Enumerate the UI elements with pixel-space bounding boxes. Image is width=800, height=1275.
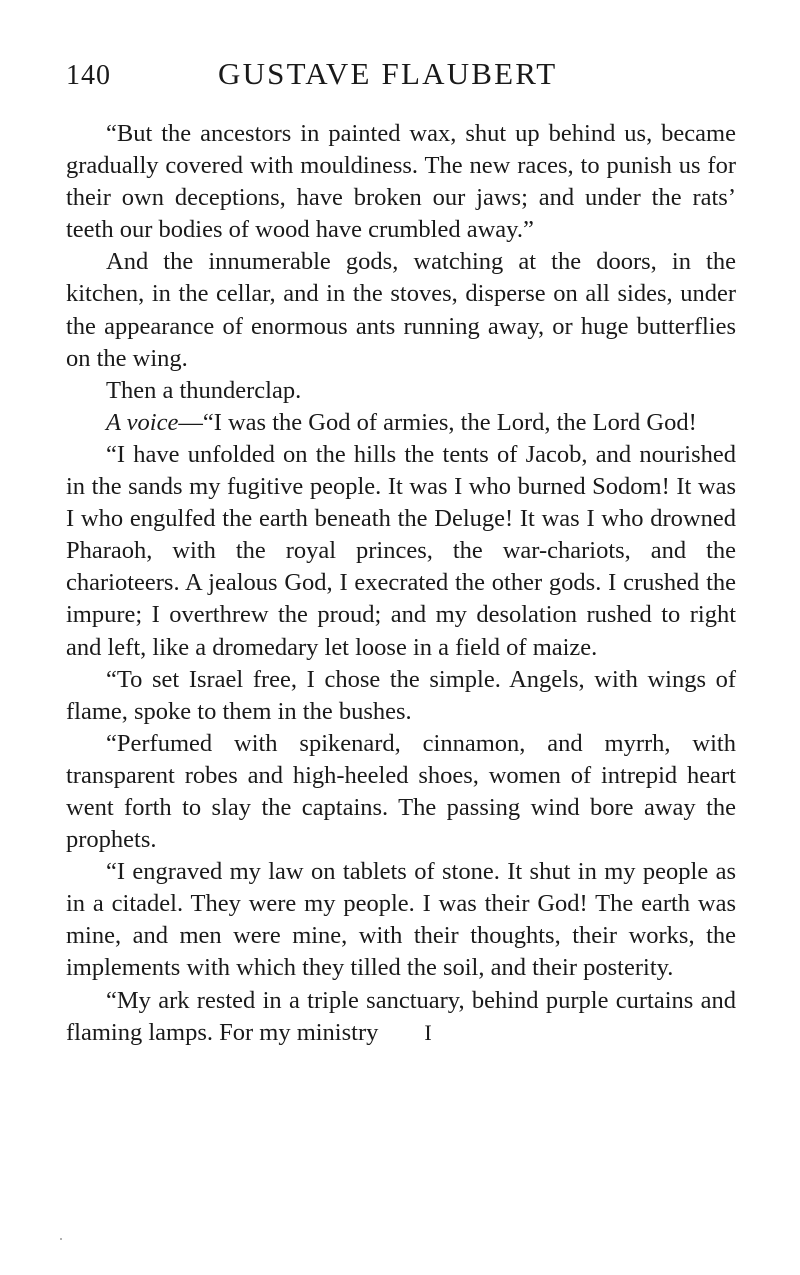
running-head: GUSTAVE FLAUBERT (218, 56, 558, 91)
paragraph-perfumed: “Perfumed with spikenard, cinnamon, and myrrh, with transparent robes and high-heeled shoes, women of intrepid heart went forth to slay the captains. The passing wind bore away the prophets. (66, 729, 736, 854)
voice-text: “I was the God of armies, the Lord, the Lord God! (202, 408, 697, 436)
body-text (66, 118, 736, 1049)
page-header (66, 56, 736, 100)
book-page (66, 56, 736, 1049)
paragraph-voice (66, 407, 736, 439)
paper-speck (60, 1238, 62, 1240)
paragraph-tablets-of-stone: “I engraved my law on tablets of stone. It shut in my people as in a citadel. They were my people. I was their God! The earth was mine, and men were mine, with their thoughts, their works, the implements with which they tilled the soil, and their posterity. (66, 858, 736, 982)
paragraph-israel-free: “To set Israel free, I chose the simple. Angels, with wings of flame, spoke to them in the bushes. (66, 665, 736, 725)
ark-text: “My ark rested in a triple sanctuary, behind purple curtains and flaming lamps. For my ministry (66, 986, 736, 1046)
speaker-dash: — (178, 408, 203, 436)
paragraph-ancestors: “But the ancestors in painted wax, shut up behind us, became gradually covered with mouldiness. The new races, to punish us for their own deceptions, have broken our jaws; and under the rats’ teeth our bodies of wood have crumbled away.” (66, 120, 736, 244)
speaker-label: A voice (106, 408, 179, 436)
page-number: 140 (66, 60, 111, 91)
paragraph-tents-of-jacob: “I have unfolded on the hills the tents of Jacob, and nourished in the sands my fugitive people. It was I who burned Sodom! It was I who engulfed the earth beneath the Deluge! It was I who drowned Pharaoh, with the royal princes, the war-chariots, and the charioteers. A jealous God, I execrated the other gods. I crushed the impure; I overthrew the proud; and my desolation rushed to right and left, like a dromedary let loose in a field of maize. (66, 440, 736, 661)
paragraph-innumerable-gods: And the innumerable gods, watching at the doors, in the kitchen, in the cellar, and in the stoves, disperse on all sides, under the appearance of enormous ants running away, or huge butterflies on the wing. (66, 248, 736, 372)
trailing-mark: I (424, 1019, 432, 1045)
paragraph-thunderclap: Then a thunderclap. (106, 376, 302, 404)
paragraph-ark (66, 985, 736, 1049)
